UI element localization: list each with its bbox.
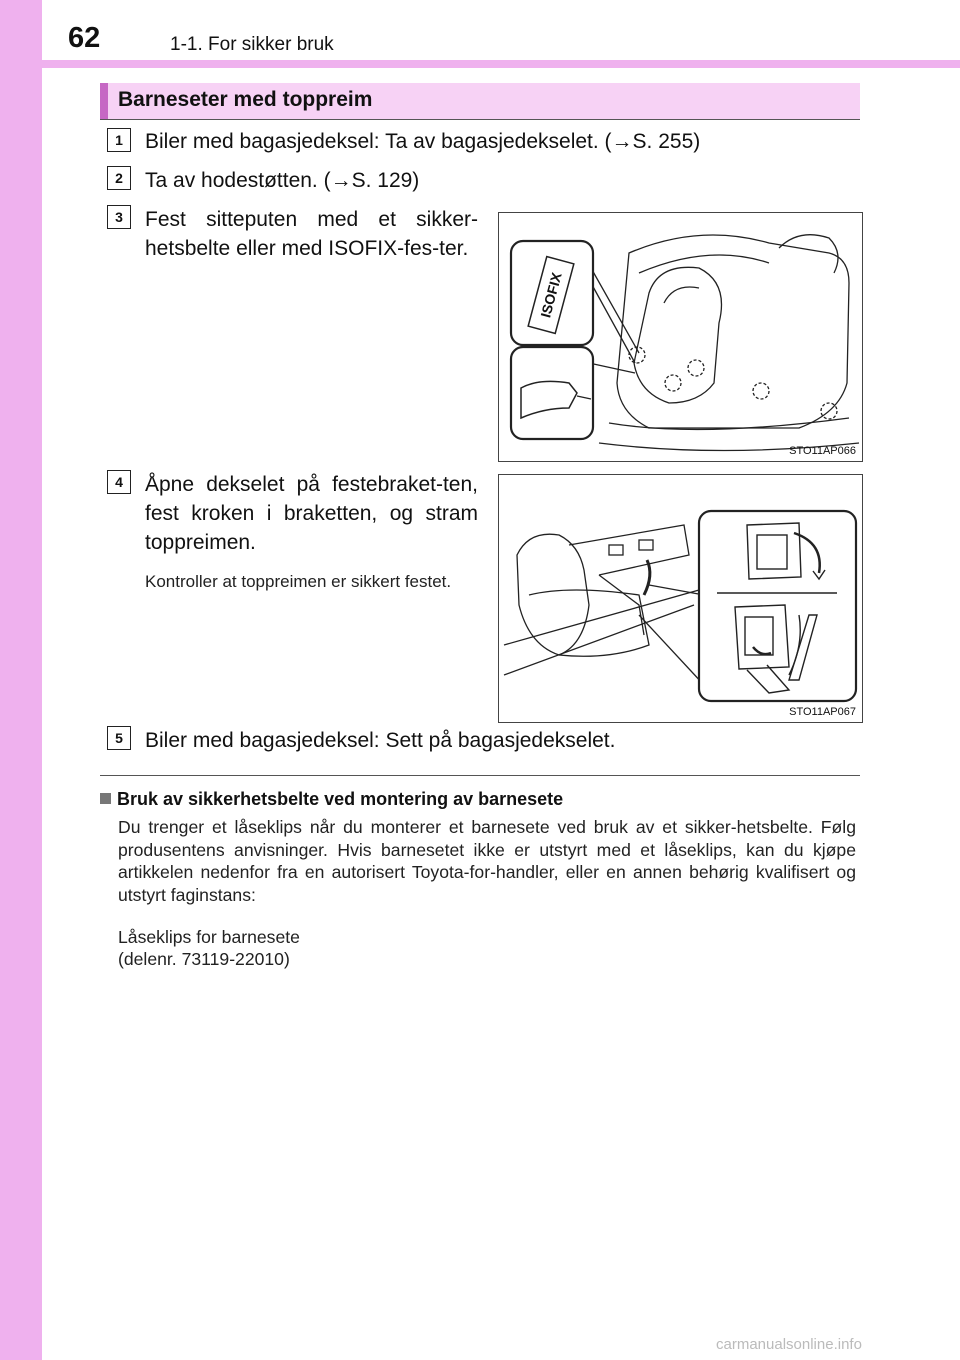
note-heading xyxy=(100,789,563,810)
top-tether-illustration xyxy=(499,475,862,722)
note-paragraph: Du trenger et låseklips når du monterer et barnesete ved bruk av et sikker-hetsbelte. Følg produsentens anvisninger. Hvis barnesetet ikke er utstyrt med et låseklips, kan du kjøpe artikkelen nedenfor fra en autorisert Toyota-for-handler, eller en annen behørig kvalifisert og utstyrt faginstans: xyxy=(118,817,856,905)
step-text-5: Biler med bagasjedeksel: Sett på bagasjedekselet. xyxy=(145,729,616,752)
isofix-callout-label: ISOFIX xyxy=(537,270,565,320)
figure-isofix-seat xyxy=(498,212,863,462)
step-number-1: 1 xyxy=(107,128,131,152)
page-number: 62 xyxy=(68,22,101,54)
note-rule xyxy=(100,775,860,776)
step-number-2: 2 xyxy=(107,166,131,190)
step-text-4: Åpne dekselet på festebraket-ten, fest kroken i braketten, og stram toppreimen. xyxy=(145,473,478,554)
note-heading-text: Bruk av sikkerhetsbelte ved montering av barnesete xyxy=(117,789,564,809)
section-title: Barneseter med toppreim xyxy=(118,88,373,111)
step-number-4: 4 xyxy=(107,470,131,494)
isofix-illustration xyxy=(499,213,862,461)
step-subtext-4: Kontroller at toppreimen er sikkert festet. xyxy=(145,572,452,591)
header-rule xyxy=(42,60,960,68)
note-bullet-icon xyxy=(100,793,111,804)
section-heading xyxy=(100,83,860,119)
part-line-2: (delenr. 73119-22010) xyxy=(118,949,290,969)
step-text-2: Ta av hodestøtten. (→S. 129) xyxy=(145,169,420,192)
figure-code-1: STO11AP066 xyxy=(789,445,856,457)
step-number-3: 3 xyxy=(107,205,131,229)
step-number-5: 5 xyxy=(107,726,131,750)
figure-code-2: STO11AP067 xyxy=(789,706,856,718)
running-title: 1-1. For sikker bruk xyxy=(170,34,334,55)
part-line-1: Låseklips for barnesete xyxy=(118,927,300,947)
step-text-3: Fest sitteputen med et sikker-hetsbelte eller med ISOFIX-fes-ter. xyxy=(145,208,478,260)
figure-top-tether xyxy=(498,474,863,723)
section-rule xyxy=(100,119,860,120)
step-text-1: Biler med bagasjedeksel: Ta av bagasjedekselet. (→S. 255) xyxy=(145,130,701,153)
watermark: carmanualsonline.info xyxy=(716,1336,862,1353)
section-accent-bar xyxy=(100,83,108,119)
side-tab-strip xyxy=(0,0,42,1360)
